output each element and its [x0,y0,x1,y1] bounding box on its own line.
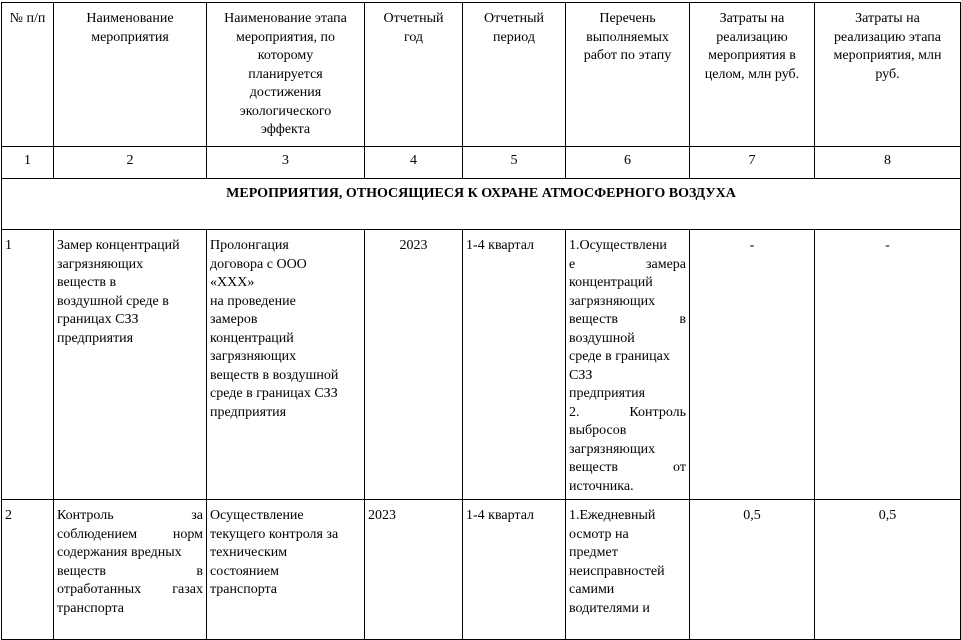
table-row [2,230,961,500]
text-line: № п/п [9,11,46,26]
text-line: работ по этапу [583,48,672,63]
text-line: загрязняющих [210,349,297,364]
text-line: Осуществление [210,508,304,523]
text-line: источника. [569,478,634,494]
text-line: среде в границах [569,349,670,364]
text-line: техническим [210,545,288,560]
header-cell [365,3,463,147]
text-line: эффекта [260,122,311,137]
column-number: 1 [2,147,54,179]
column-number: 3 [207,147,365,179]
text-line: Затраты на [719,11,785,26]
text-line: транспорта [57,600,125,616]
text-line: СЗЗ [569,367,593,383]
text-line: мероприятия, млн [833,48,942,63]
text-line: веществ в [57,275,117,290]
works-list [566,500,690,640]
text-line: веществ от [569,460,686,475]
text-line: целом, млн руб. [704,66,800,82]
header-cell [690,3,815,147]
text-line: реализацию этапа [834,29,941,45]
text-line: замеров [210,312,258,327]
column-number: 8 [815,147,961,179]
stage-name [207,230,365,500]
text-line: Замер концентраций [57,238,180,253]
text-line: концентраций [210,330,294,346]
column-number-row [2,147,961,179]
text-line: загрязняющих [569,441,656,457]
header-row [2,3,961,147]
text-line: 1.Осуществлени [569,238,667,253]
header-cell [815,3,961,147]
text-line: мероприятия, по [235,29,336,45]
text-line: загрязняющих [569,293,656,309]
text-line: мероприятия [91,29,169,45]
stage-name [207,500,365,640]
text-line: е замера [569,256,686,272]
header-cell [463,3,566,147]
column-number: 5 [463,147,566,179]
text-line: предмет [569,545,618,560]
report-year: 2023 [365,230,463,500]
header-cell [54,3,207,147]
text-line: мероприятия в [708,48,796,63]
text-line: Контроль за [57,508,203,523]
text-line: Пролонгация [210,238,289,253]
text-line: самими [569,582,615,597]
text-line: веществ в воздушной [210,367,339,383]
text-line: предприятия [57,330,134,346]
text-line: реализацию [716,29,788,45]
text-line: период [493,29,535,45]
text-line: границах СЗЗ [57,312,139,327]
table-row [2,500,961,640]
text-line: воздушной [569,330,635,346]
measure-name [54,230,207,500]
text-line: на проведение [210,293,296,309]
text-line: водителями и [569,600,650,616]
text-line: 2. Контроль [569,404,686,420]
text-line: отработанных газах [57,582,203,597]
text-line: среде в границах СЗЗ [210,386,338,401]
text-line: предприятия [569,386,646,401]
text-line: «ХХХ» [210,275,255,290]
text-line: соблюдением норм [57,526,203,542]
text-line: Перечень [599,11,656,26]
section-title: МЕРОПРИЯТИЯ, ОТНОСЯЩИЕСЯ К ОХРАНЕ АТМОСФЕРНОГО ВОЗДУХА [2,179,961,230]
text-line: веществ в [569,312,686,327]
text-line: воздушной среде в [57,293,169,309]
text-line: транспорта [210,582,278,597]
text-line: текущего контроля за [210,526,339,542]
measures-table [1,2,961,640]
text-line: договора с ООО [210,256,307,272]
report-period: 1-4 квартал [463,500,566,640]
measure-name [54,500,207,640]
cost-stage: - [815,230,961,500]
cost-total: - [690,230,815,500]
section-row [2,179,961,230]
column-number: 2 [54,147,207,179]
cost-total: 0,5 [690,500,815,640]
cost-stage: 0,5 [815,500,961,640]
header-cell [207,3,365,147]
text-line: Наименование [86,11,174,26]
text-line: 1.Ежедневный [569,508,656,523]
works-list [566,230,690,500]
text-line: неисправностей [569,563,665,579]
row-number: 1 [2,230,54,500]
row-number: 2 [2,500,54,640]
text-line: которому [257,48,314,63]
header-cell [2,3,54,147]
header-cell [566,3,690,147]
text-line: планируется [248,66,323,82]
column-number: 6 [566,147,690,179]
text-line: год [403,29,424,45]
text-line: выполняемых [586,29,669,45]
text-line: Затраты на [855,11,920,26]
column-number: 4 [365,147,463,179]
text-line: содержания вредных [57,545,182,560]
text-line: загрязняющих [57,256,144,272]
text-line: руб. [875,66,900,82]
text-line: достижения [249,85,322,100]
text-line: состоянием [210,563,279,579]
report-period: 1-4 квартал [463,230,566,500]
text-line: выбросов [569,423,627,438]
report-year: 2023 [365,500,463,640]
text-line: Отчетный [484,11,544,26]
text-line: Отчетный [383,11,444,26]
text-line: Наименование этапа [224,11,347,26]
text-line: веществ в [57,563,203,579]
text-line: экологического [239,103,332,119]
column-number: 7 [690,147,815,179]
text-line: концентраций [569,275,653,290]
text-line: предприятия [210,404,287,420]
text-line: осмотр на [569,526,629,542]
